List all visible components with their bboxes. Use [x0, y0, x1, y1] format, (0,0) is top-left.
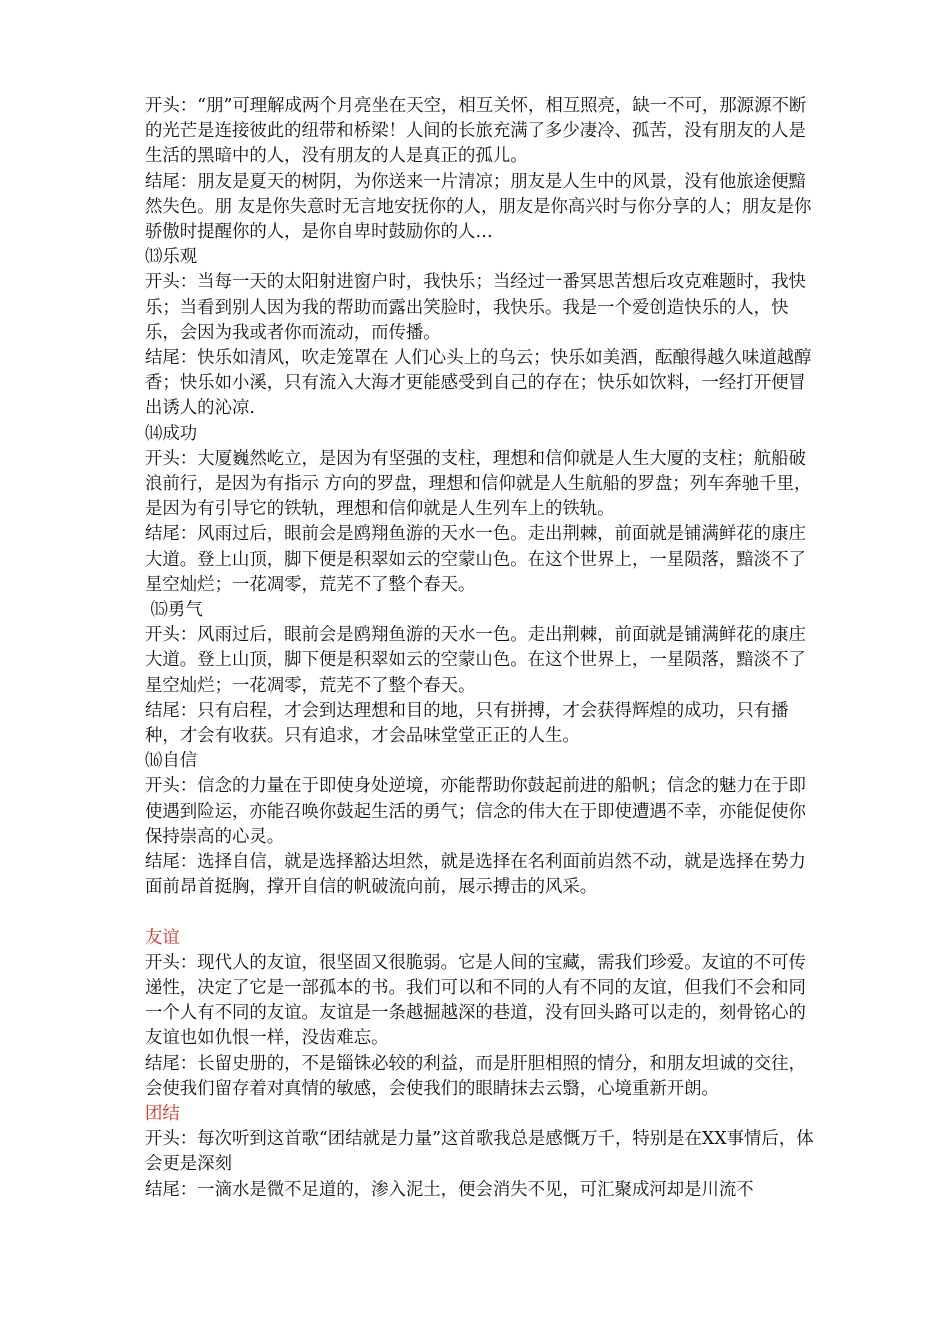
paragraph-friendship-ending: 结尾：长留史册的，不是锱铢必较的利益，而是肝胆相照的情分，和朋友坦诚的交往，会使我们留存着对真情的敏感，会使我们的眼睛抹去云翳，心境重新开朗。 [145, 1053, 806, 1099]
paragraph-optimism-opening: 开头：当每一天的太阳射进窗户时，我快乐；当经过一番冥思苦想后攻克难题时，我快乐；当看到别人因为我的帮助而露出笑脸时，我快乐。我是一个爱创造快乐的人，快乐，会因为我或者你而流动，而传播。 [145, 272, 806, 343]
paragraph-courage-ending: 结尾：只有启程，才会到达理想和目的地，只有拼搏，才会获得辉煌的成功，只有播种，才会有收获。只有追求，才会品味堂堂正正的人生。 [145, 700, 789, 747]
section-heading-courage: ⒂勇气 [145, 600, 203, 621]
paragraph-unity-ending: 结尾：一滴水是微不足道的，渗入泥土，便会消失不见，可汇聚成河却是川流不 [145, 1179, 754, 1200]
paragraph-confidence-opening: 开头：信念的力量在于即使身处逆境，亦能帮助你鼓起前进的船帆；信念的魅力在于即使遇到险运，亦能召唤你鼓起生活的勇气；信念的伟大在于即使遭遇不幸，亦能促使你保持崇高的心灵。 [145, 776, 806, 847]
paragraph-confidence-ending: 结尾：选择自信，就是选择豁达坦然，就是选择在名利面前岿然不动，就是选择在势力面前昂首挺胸，撑开自信的帆破流向前，展示搏击的风采。 [145, 852, 806, 898]
section-heading-success: ⒁成功 [145, 423, 198, 444]
paragraph-unity-opening: 开头：每次听到这首歌“团结就是力量”这首歌我总是感慨万千，特别是在XX事情后，体会更是深刻 [145, 1129, 814, 1175]
paragraph-optimism-ending: 结尾：快乐如清风，吹走笼罩在 人们心头上的乌云；快乐如美酒，酝酿得越久味道越醇香；快乐如小溪，只有流入大海才更能感受到自己的存在；快乐如饮料，一经打开便冒出诱人的沁凉. [145, 348, 812, 419]
paragraph-friendship-opening: 开头：现代人的友谊，很坚固又很脆弱。它是人间的宝藏，需我们珍爱。友谊的不可传递性，决定了它是一部孤本的书。我们可以和不同的人有不同的友谊，但我们不会和同一个人有不同的友谊。友谊是一条越掘越深的巷道，没有回头路可以走的，刻骨铭心的友谊也如仇恨一样，没齿难忘。 [145, 952, 806, 1049]
section-heading-confidence: ⒃自信 [145, 751, 198, 772]
section-heading-unity: 团结 [145, 1103, 180, 1124]
paragraph-friend-ending: 结尾：朋友是夏天的树阴，为你送来一片清凉；朋友是人生中的风景，没有他旅途便黯然失色。朋 友是你失意时无言地安抚你的人，朋友是你高兴时与你分享的人；朋友是你骄傲时提醒你的人，是你自卑时鼓励你的人… [145, 171, 812, 243]
paragraph-success-opening: 开头：大厦巍然屹立，是因为有坚强的支柱，理想和信仰就是人生大厦的支柱；航船破浪前行，是因为有指示 方向的罗盘，理想和信仰就是人生航船的罗盘；列车奔驰千里，是因为有引导它的铁轨，理想和信仰就是人生列车上的铁轨。 [145, 448, 812, 520]
section-spacer [145, 901, 814, 926]
paragraph-courage-opening: 开头：风雨过后，眼前会是鸥翔鱼游的天水一色。走出荆棘，前面就是铺满鲜花的康庄大道。登上山顶，脚下便是积翠如云的空蒙山色。在这个世界上，一星陨落，黯淡不了星空灿烂；一花凋零，荒芜不了整个春天。 [145, 625, 806, 696]
paragraph-friend-opening: 开头：“朋”可理解成两个月亮坐在天空，相互关怀，相互照亮，缺一不可，那源源不断的光芒是连接彼此的纽带和桥梁！人间的长旅充满了多少凄冷、孤苦，没有朋友的人是生活的黑暗中的人，没有朋友的人是真正的孤儿。 [145, 96, 807, 167]
section-heading-optimism: ⒀乐观 [145, 247, 198, 268]
paragraph-success-ending: 结尾：风雨过后，眼前会是鸥翔鱼游的天水一色。走出荆棘，前面就是铺满鲜花的康庄大道。登上山顶，脚下便是积翠如云的空蒙山色。在这个世界上，一星陨落，黯淡不了星空灿烂；一花凋零，荒芜不了整个春天。 [145, 524, 806, 595]
section-heading-friendship: 友谊 [145, 927, 180, 948]
